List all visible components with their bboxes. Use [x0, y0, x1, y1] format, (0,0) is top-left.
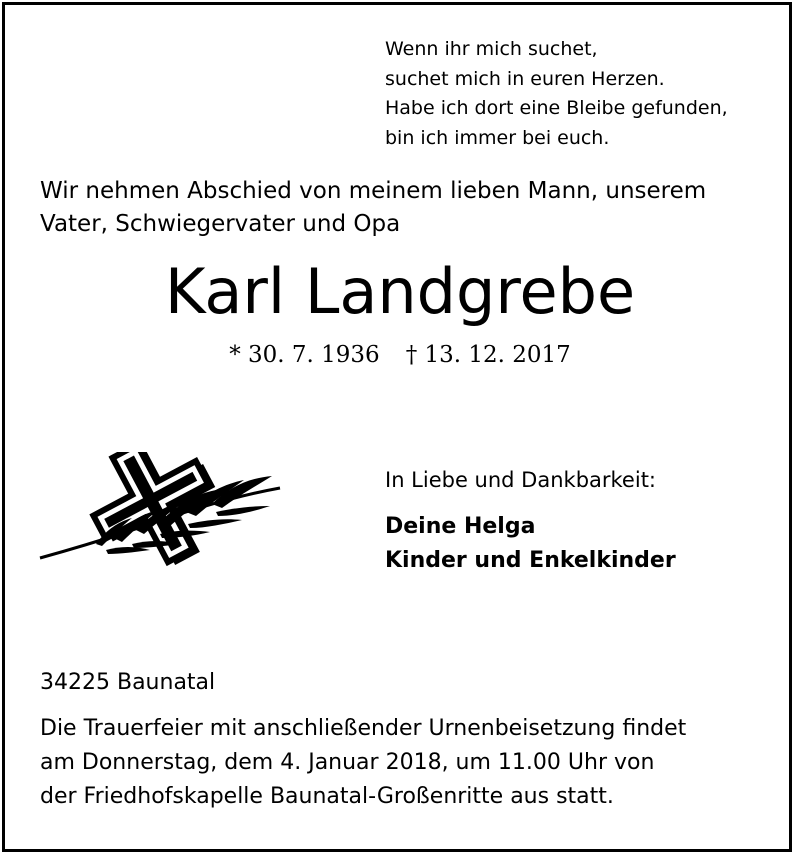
- ceremony-line: der Friedhofskapelle Baunatal-Großenritte aus statt.: [40, 784, 614, 809]
- cross-with-palm-branch-icon: [36, 452, 286, 572]
- poem-line: Habe ich dort eine Bleibe gefunden,: [385, 97, 728, 119]
- mourner-name: Kinder und Enkelkinder: [385, 548, 676, 573]
- intro-line: Vater, Schwiegervater und Opa: [40, 211, 401, 237]
- poem-line: suchet mich in euren Herzen.: [385, 67, 665, 90]
- poem-line: bin ich immer bei euch.: [385, 126, 610, 149]
- life-dates: [0, 340, 800, 370]
- mourner-names: [385, 510, 676, 578]
- birth-date: * 30. 7. 1936: [229, 342, 380, 368]
- memorial-poem: [385, 35, 728, 153]
- gratitude-line: In Liebe und Dankbarkeit:: [385, 468, 657, 492]
- ceremony-info: [40, 712, 770, 814]
- farewell-intro: [40, 175, 770, 241]
- ceremony-line: Die Trauerfeier mit anschließender Urnenbeisetzung findet: [40, 716, 687, 741]
- location: 34225 Baunatal: [40, 670, 216, 695]
- mourner-name: Deine Helga: [385, 514, 536, 539]
- ceremony-line: am Donnerstag, dem 4. Januar 2018, um 11.00 Uhr von: [40, 750, 655, 775]
- intro-line: Wir nehmen Abschied von meinem lieben Mann, unserem: [40, 178, 707, 204]
- death-date: † 13. 12. 2017: [405, 342, 571, 368]
- poem-line: Wenn ihr mich suchet,: [385, 38, 598, 60]
- deceased-name: Karl Landgrebe: [164, 255, 636, 328]
